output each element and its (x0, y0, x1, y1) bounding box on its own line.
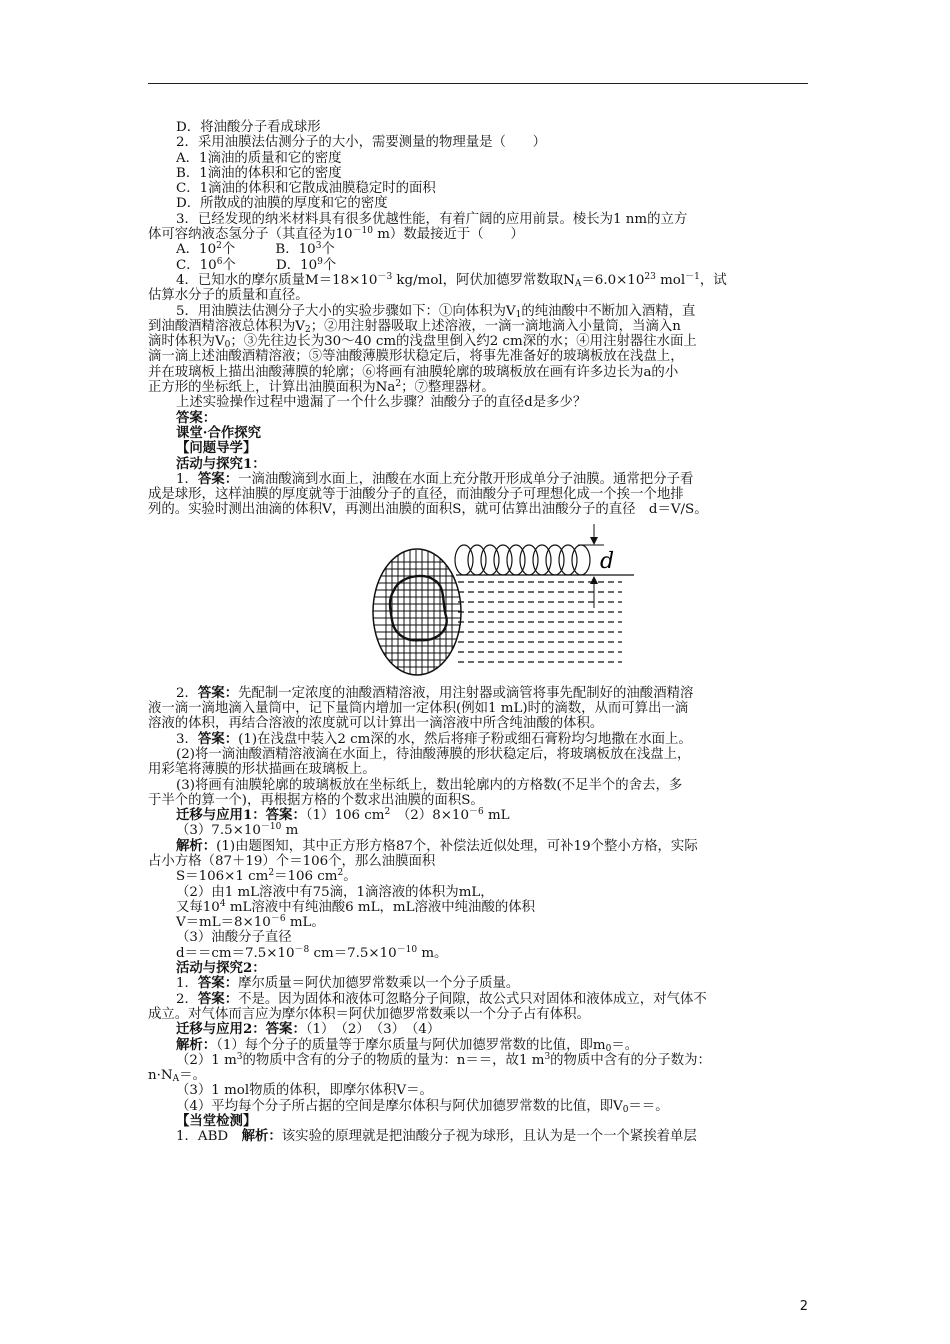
text-line: 占小方格（87＋19）个＝106个，那么油膜面积 (148, 853, 436, 869)
text-line: (2)将一滴油酸酒精溶液滴在水面上，待油酸薄膜的形状稳定后，将玻璃板放在浅盘上， (176, 746, 691, 762)
answer-label: 答案： (176, 409, 217, 426)
text-line: （2）1 $m^3$的物质中含有的分子的物质的量为：n＝＝，故1 $m^3$的物质中含有的分子数为： (176, 1051, 711, 1068)
oil-film-contour (390, 576, 447, 640)
text-line: 2．答案：不是。因为固体和液体可忽略分子间隙，故公式只对固体和液体成立，对气体不 (176, 990, 707, 1007)
text-line: （2）由1 mL溶液中有75滴，1滴溶液的体积为mL， (176, 884, 494, 900)
section-subtitle: 【问题导学】 (176, 440, 257, 457)
text-line: （4）平均每个分子所占据的空间是摩尔体积与阿伏加德罗常数的比值，即$V_0==$。 (176, 1098, 669, 1115)
section-title: 课堂·合作探究 (176, 424, 262, 441)
text-line: 1．答案：一滴油酸滴到水面上，油酸在水面上充分散开形成单分子油膜。通常把分子看 (176, 470, 694, 487)
page-content (148, 120, 813, 1145)
text-line: （3）油酸分子直径 (176, 930, 292, 946)
text-line: $V=mL=8\times 10^{-6}$ mL。 (176, 914, 325, 931)
text-line: 列的。实验时测出油滴的体积V，再测出油膜的面积S，就可估算出油酸分子的直径 d＝V/S。 (148, 502, 708, 518)
text-line: 估算水分子的质量和直径。 (148, 288, 309, 304)
text-line: 体可容纳液态氢分子（其直径为$10^{-10}$ m）数最接近于（ ） (148, 226, 524, 243)
text-line: 2．答案：先配制一定浓度的油酸酒精溶液，用注射器或滴管将事先配制好的油酸酒精溶 (176, 684, 694, 701)
activity-title: 活动与探究1： (176, 455, 266, 472)
options-ab: A．$10^2$个 B．$10^3$个 (176, 241, 335, 258)
text-line: $(3)7.5\times 10^{-10}$ m (176, 822, 299, 839)
text-line: $d==cm=7.5\times 10^{-8}$ $cm=7.5\times 10^{-10}$ m。 (176, 944, 448, 961)
option-d: D．所散成的油膜的厚度和它的密度 (176, 196, 388, 212)
water-lines (458, 582, 622, 662)
text-line: 上述实验操作过程中遗漏了一个什么步骤？油酸分子的直径d是多少？ (176, 395, 587, 411)
text-line: 用彩笔将薄膜的形状描画在玻璃板上。 (148, 762, 376, 778)
section-subtitle: 【当堂检测】 (176, 1113, 257, 1130)
text-line: 并在玻璃板上描出油酸薄膜的轮廓；⑥将画有油膜轮廓的玻璃板放在画有许多边长为a的小 (148, 364, 679, 380)
question-5: 5．用油膜法估测分子大小的实验步骤如下：①向体积为$V_1$的纯油酸中不断加入酒精，直 (176, 303, 696, 320)
text-line: 于半个的算一个)，再根据方格的个数求出油膜的面积S。 (148, 792, 484, 808)
option-c: C．1滴油的体积和它散成油膜稳定时的面积 (176, 181, 436, 197)
diameter-label: d (600, 548, 615, 574)
options-cd: C．$10^6$个 D．$10^9$个 (176, 256, 337, 273)
molecule-row (455, 545, 590, 575)
text-line: 迁移与应用2：答案：（1） （2） （3） （4） (176, 1021, 441, 1038)
text-line: 解析：(1)由题图知，其中正方形方格87个，补偿法近似处理，可补19个整小方格，实际 (176, 837, 698, 854)
text-line: 滴一滴上述油酸酒精溶液；⑤等油酸薄膜形状稳定后，将事先准备好的玻璃板放在浅盘上， (148, 349, 684, 365)
question-2: 2．采用油膜法估测分子的大小，需要测量的物理量是（ ） (176, 135, 547, 151)
text-line: 迁移与应用1：答案：（1）106 $cm^2$ $(2)8\times 10^{-6}$ mL (176, 807, 510, 824)
arrowhead-down (590, 537, 598, 545)
text-line: 3．答案：(1)在浅盘中装入2 cm深的水，然后将痱子粉或细石膏粉均匀地撒在水面上。 (176, 730, 692, 747)
oil-film-diagram (372, 524, 772, 682)
option-a: A．1滴油的质量和它的密度 (176, 150, 342, 166)
text-line: 溶液的体积，再结合溶液的浓度就可以计算出一滴溶液中所含纯油酸的体积。 (148, 716, 604, 732)
page-number: 2 (799, 1299, 808, 1314)
question-4: 4．已知水的摩尔质量$M=18\times 10^{-3}$ kg/mol，阿伏加德罗常数取$N_A=6.0\times 10^{23}$ mol$^{-1}$，试 (176, 271, 727, 289)
text-line: （3）1 mol物质的体积，即摩尔体积V＝。 (176, 1083, 433, 1099)
text-line: 正方形的坐标纸上，计算出油膜面积为Na$^2$；⑦整理器材。 (148, 379, 495, 396)
text-line: 1．答案：摩尔质量＝阿伏加德罗常数乘以一个分子质量。 (176, 975, 520, 992)
text-line: 滴时体积为$V_0$；③先往边长为30～40 cm的浅盘里倒入约2 cm深的水；④用注射器往水面上 (148, 334, 697, 351)
text-line: 成立。对气体而言应为摩尔体积＝阿伏加德罗常数乘以一个分子占有体积。 (148, 1006, 590, 1022)
activity-title: 活动与探究2： (176, 960, 266, 977)
oil-film-figure (148, 524, 813, 684)
text-line: 成是球形，这样油膜的厚度就等于油酸分子的直径，而油酸分子可理想化成一个挨一个地排 (148, 487, 684, 503)
text-line: D．将油酸分子看成球形 (176, 120, 321, 135)
text-line: (3)将画有油膜轮廓的玻璃板放在坐标纸上，数出轮廓内的方格数(不足半个的舍去，多 (176, 777, 683, 793)
text-line: 又每$10^4$ mL溶液中有纯油酸6 mL，mL溶液中纯油酸的体积 (176, 898, 536, 915)
option-b: B．1滴油的体积和它的密度 (176, 165, 342, 181)
header-rule (148, 83, 808, 84)
text-line: 解析：（1）每个分子的质量等于摩尔质量与阿伏加德罗常数的比值，即$m_0=$。 (176, 1036, 639, 1054)
arrowhead-up (590, 576, 598, 584)
text-line: 液一滴一滴地滴入量筒中，记下量筒内增加一定体积(例如1 mL)时的滴数，从而可算出一滴 (148, 701, 689, 717)
text-line: 到油酸酒精溶液总体积为$V_2$；②用注射器吸取上述溶液，一滴一滴地滴入小量筒，当滴入n (148, 318, 681, 335)
text-line: $n\cdot N_A=$。 (148, 1068, 206, 1085)
text-line: S＝106×1 $cm^2=106$ $cm^2$。 (176, 868, 357, 885)
question-3: 3．已经发现的纳米材料具有很多优越性能，有着广阔的应用前景。棱长为1 nm的立方 (176, 211, 688, 227)
text-line: 1．ABD 解析：该实验的原理就是把油酸分子视为球形，且认为是一个一个紧挨着单层 (176, 1128, 697, 1145)
